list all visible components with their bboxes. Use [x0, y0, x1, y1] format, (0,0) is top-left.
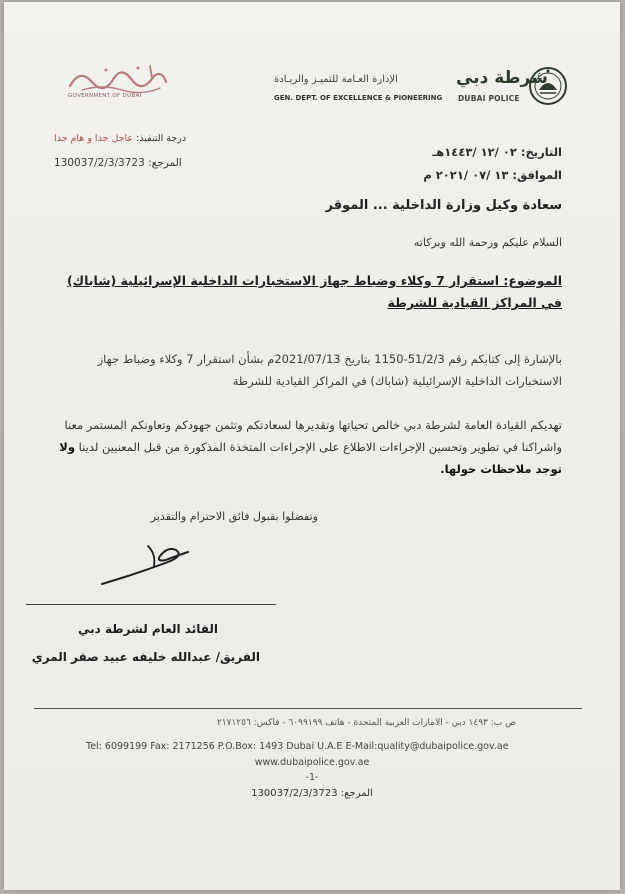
- footer-address-english: Tel: 6099199 Fax: 2171256 P.O.Box: 1493 Dubai U.A.E E-Mail:quality@dubaipolice.gov.ae: [86, 741, 509, 752]
- urgency-level: [54, 133, 186, 144]
- footer-website: www.dubaipolice.gov.ae: [254, 757, 370, 768]
- handwritten-signature-icon: [96, 540, 196, 590]
- police-name-english: DUBAI POLICE: [458, 94, 520, 103]
- urgency-value: عاجل جدا و هام جدا: [54, 133, 134, 144]
- addressee: سعادة وكيل وزارة الداخلية ... الموقر: [325, 198, 562, 213]
- signature-rule: [26, 604, 276, 605]
- urgency-label: درجة التنفيذ:: [136, 133, 187, 144]
- body-paragraph-2-emphasis: ولا توجد ملاحظات حولها.: [59, 440, 562, 476]
- government-name-english: GOVERNMENT OF DUBAI: [68, 93, 142, 99]
- footer-reference-label: المرجع:: [340, 788, 373, 799]
- body-paragraph-1: بالإشارة إلى كتابكم رقم 51/2/3-1150 بتاريخ 2021/07/13م بشأن استقرار 7 وكلاء وضباط جهاز الاستخبارات الداخلية الإسرائيلية (شاباك) في المراكز القيادية للشرطة: [97, 352, 562, 388]
- page-number: -1-: [305, 772, 319, 783]
- reference-number: [54, 157, 182, 169]
- police-name-arabic: شرطة دبي: [456, 68, 548, 88]
- date-gregorian: الموافق: ١٣ /٠٧ /٢٠٢١ م: [423, 168, 562, 182]
- body-paragraph-2: [42, 414, 562, 480]
- signatory-title: القائد العام لشرطة دبي: [78, 622, 218, 636]
- footer-divider: [34, 708, 582, 709]
- footer-reference: [4, 788, 620, 799]
- reference-label: المرجع:: [148, 157, 182, 169]
- greeting: السلام عليكم ورحمة الله وبركاته: [413, 236, 562, 249]
- department-name-english: GEN. DEPT. OF EXCELLENCE & PIONEERING: [274, 94, 443, 102]
- signatory-name: الفريق/ عبدالله خليفه عبيد صقر المري: [31, 650, 260, 664]
- body-paragraph-2-text: تهديكم القيادة العامة لشرطة دبي خالص تحياتها وتقديرها لسعادتكم وتثمن جهودكم وتعاونكم المستمر معنا واشراكنا في تطوير وتحسين الإجراءات الاطلاع على الإجراءات المتخذة المذكورة من قبل المعنيين لدينا: [64, 418, 562, 454]
- footer-address-arabic: ص ب: ١٤٩٣ دبي - الامارات العربية المتحدة - هاتف ٦٠٩٩١٩٩ - فاكس: ٢١٧١٢٥٦: [216, 718, 516, 728]
- closing-line: وتفضلوا بقبول فائق الاحترام والتقدير: [150, 510, 318, 523]
- footer-reference-value: 130037/2/3/3723: [251, 788, 338, 799]
- department-name-arabic: الإدارة العـامة للتميـز والريـادة: [274, 74, 398, 85]
- subject-line: الموضوع: استقرار 7 وكلاء وضباط جهاز الاستخبارات الداخلية الإسرائيلية (شاباك) في المراكز القيادية للشرطة: [66, 273, 562, 310]
- date-hijri: التاريخ: ٠٢ /١٢ /١٤٤٣هـ: [432, 145, 562, 159]
- letter-page: [4, 2, 620, 890]
- reference-value: 130037/2/3/3723: [54, 157, 145, 169]
